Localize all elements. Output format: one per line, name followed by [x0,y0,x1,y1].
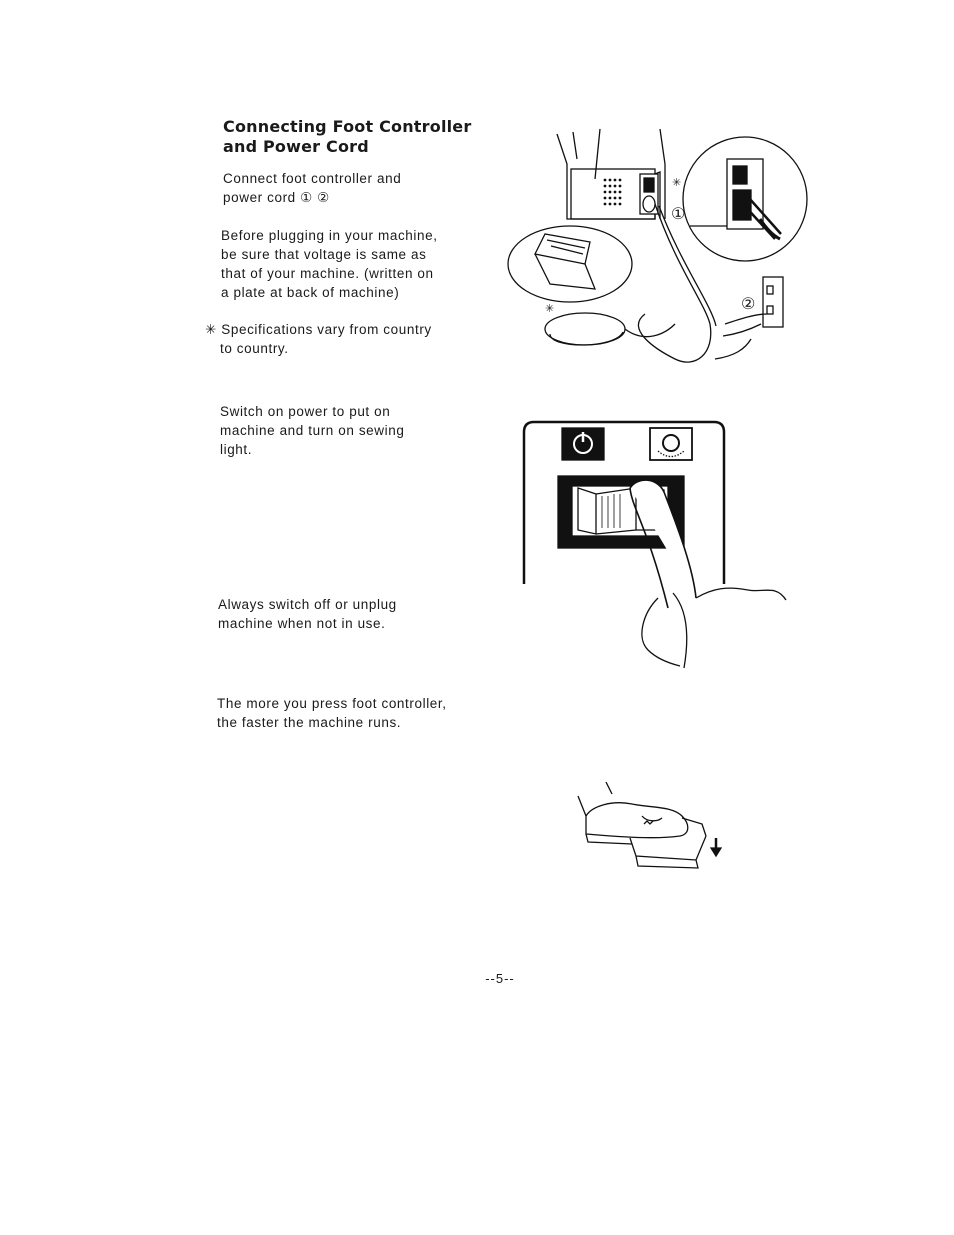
speed-instruction: The more you press foot controller, the faster the machine runs. [217,696,447,730]
callout-one-label: ① [671,206,686,223]
power-switch-illustration [518,418,798,678]
page-number: --5-- [485,971,515,986]
callout-two-label: ② [741,296,756,313]
switch-off-instruction: Always switch off or unplug machine when not in use. [218,597,397,631]
heading-line-1: Connecting Foot Controller [223,117,472,136]
asterisk-mark-machine: ✳ [672,177,682,189]
voltage-warning: Before plugging in your machine, be sure that voltage is same as that of your machine. (written on a plate at back of machine) [221,228,438,300]
heading-line-2: and Power Cord [223,137,369,156]
asterisk-mark-controller: ✳ [545,303,555,315]
section-heading [223,117,483,157]
foot-controller-illustration [572,778,732,878]
connect-instruction: Connect foot controller and power cord ① ② [223,171,402,205]
switch-on-instruction: Switch on power to put on machine and turn on sewing light. [220,404,405,457]
specifications-note: ✳ Specifications vary from country to country. [205,322,432,356]
connection-illustration [505,124,815,374]
